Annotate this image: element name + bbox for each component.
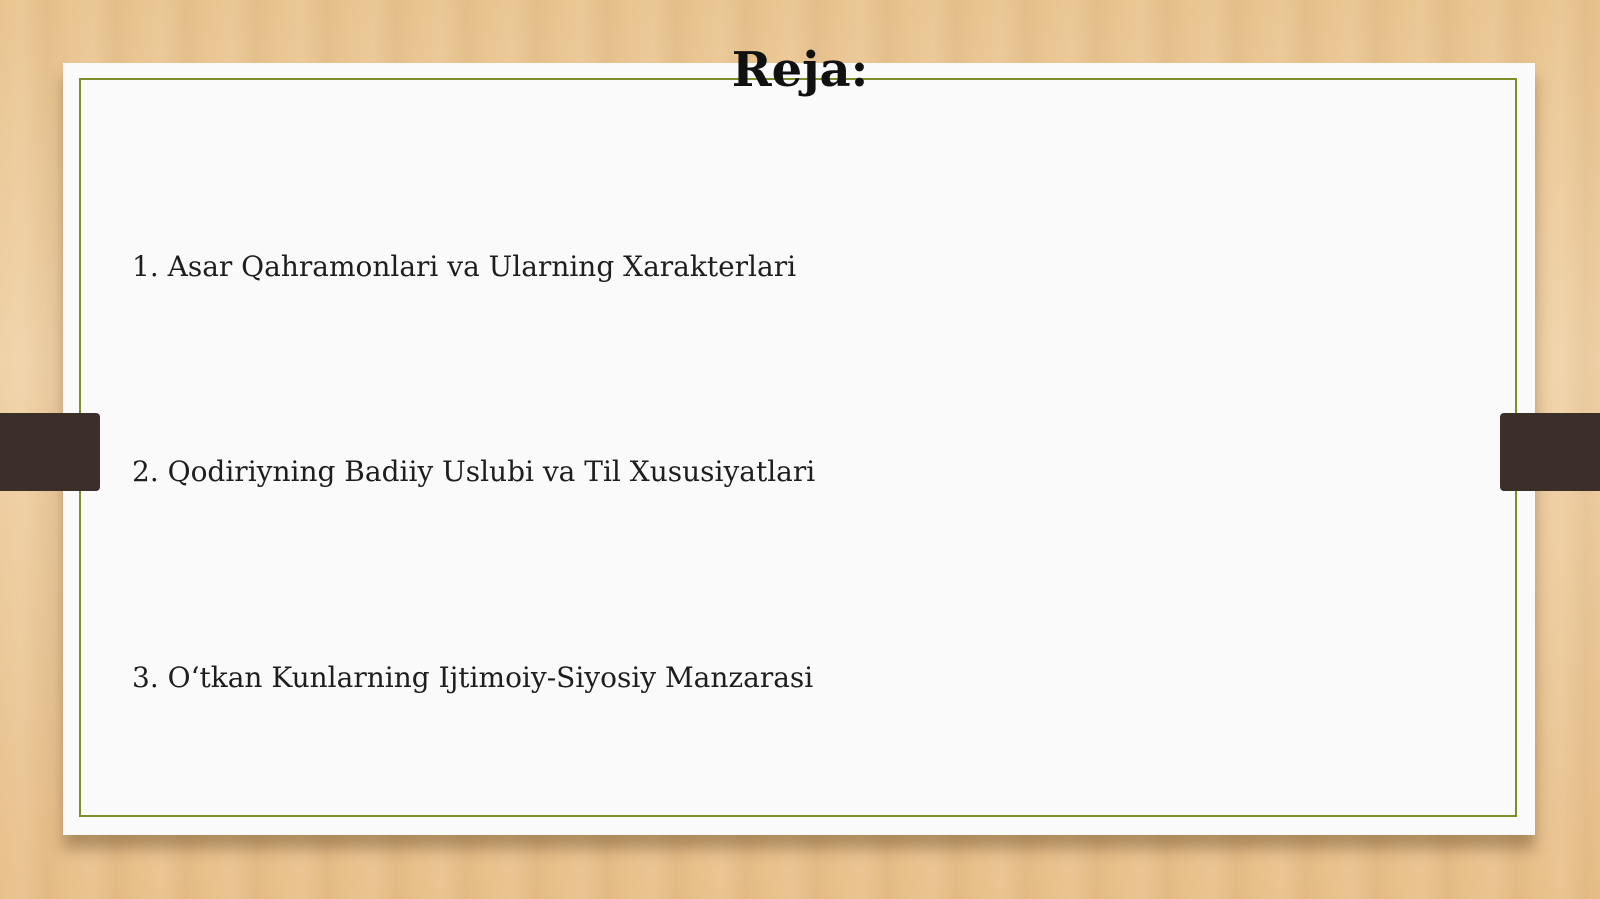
slide-title: Reja: bbox=[731, 42, 869, 98]
left-binder-clip bbox=[0, 413, 100, 491]
plan-item-2: 2. Qodiriyning Badiiy Uslubi va Til Xususiyatlari bbox=[132, 455, 816, 488]
plan-item-3: 3. O‘tkan Kunlarning Ijtimoiy-Siyosiy Manzarasi bbox=[132, 661, 814, 694]
plan-item-1: 1. Asar Qahramonlari va Ularning Xarakterlari bbox=[132, 250, 797, 283]
slide-frame-border bbox=[79, 78, 1517, 817]
right-binder-clip bbox=[1500, 413, 1600, 491]
